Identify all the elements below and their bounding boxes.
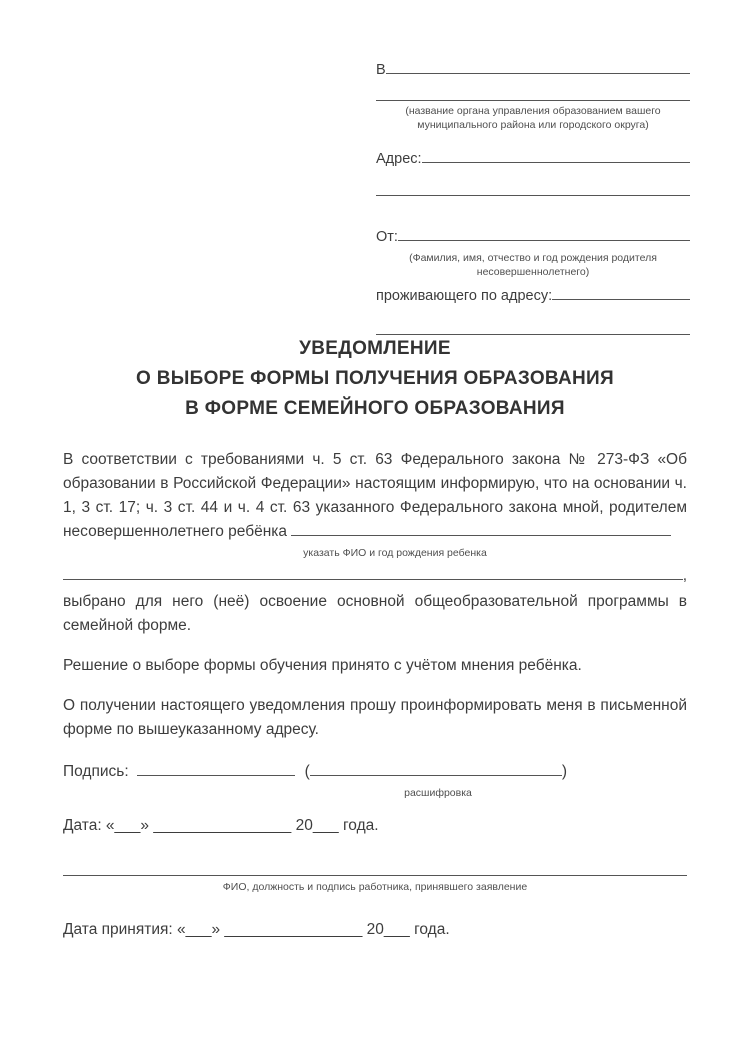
org-caption-line1: (название органа управления образованием вашего [405,105,661,117]
residing-blank-line2 [376,309,690,335]
address-blank-line2 [376,172,690,196]
intro-text: В соответствии с требованиями ч. 5 ст. 63 Федерального закона № 273-ФЗ «Об образовании в Российской Федерации» настоящим информирую, что на основании ч. 1, 3 ст. 17; ч. 3 ст. 44 и ч. 4 ст. 63 указанного Федерального закона мной, родителем несовершеннолетнего ребёнка [63,451,687,540]
transcript-close-paren: ) [561,763,567,780]
address-blank-line [422,161,690,163]
child-name-caption: указать ФИО и год рождения ребенка [303,547,487,559]
signature-blank [137,774,295,776]
to-blank-line [386,72,690,74]
child-name-blank-line2 [63,578,683,580]
document-title [0,334,750,424]
title-line3: В ФОРМЕ СЕМЕЙНОГО ОБРАЗОВАНИЯ [185,398,565,419]
org-caption-line2: муниципального района или городского округа) [417,118,649,131]
child-name-blank [291,534,671,536]
org-blank-line [376,82,690,101]
address-label: Адрес: [376,151,422,167]
residing-blank-line [552,298,690,300]
acceptance-date-line: Дата принятия: «___» ________________ 20___ года. [63,921,450,938]
child-name-blank-row [63,564,687,588]
address-row [376,146,690,172]
from-blank-line [398,239,690,241]
to-row [376,58,690,82]
worker-caption: ФИО, должность и подпись работника, принявшего заявление [222,881,528,893]
comma-text: , [682,567,687,584]
to-label: В [376,62,386,78]
document-body [63,448,687,942]
recipient-block [376,58,690,335]
from-caption-line1: (Фамилия, имя, отчество и год рождения родителя [409,252,657,264]
residing-row [376,283,690,309]
decision-paragraph: Решение о выборе формы обучения принято с учётом мнения ребёнка. [63,657,582,674]
date-line: Дата: «___» ________________ 20___ года. [63,817,379,834]
from-row [376,224,690,250]
transcript-open-paren: ( [304,763,310,780]
worker-signature-line [63,860,687,876]
chosen-paragraph: выбрано для него (неё) освоение основной общеобразовательной программы в семейной форме. [63,593,687,634]
residing-label: проживающего по адресу: [376,288,553,304]
from-caption-line2: несовершеннолетнего) [476,265,590,278]
from-label: От: [376,229,398,245]
signature-row [63,760,687,784]
title-line2: О ВЫБОРЕ ФОРМЫ ПОЛУЧЕНИЯ ОБРАЗОВАНИЯ [136,368,614,389]
title-line1: УВЕДОМЛЕНИЕ [299,338,451,359]
intro-paragraph [63,448,687,544]
transcript-caption: расшифровка [404,787,472,799]
signature-label: Подпись: [63,763,129,780]
notify-paragraph: О получении настоящего уведомления прошу проинформировать меня в письменной форме по вышеуказанному адресу. [63,697,687,738]
transcript-blank [310,774,562,776]
